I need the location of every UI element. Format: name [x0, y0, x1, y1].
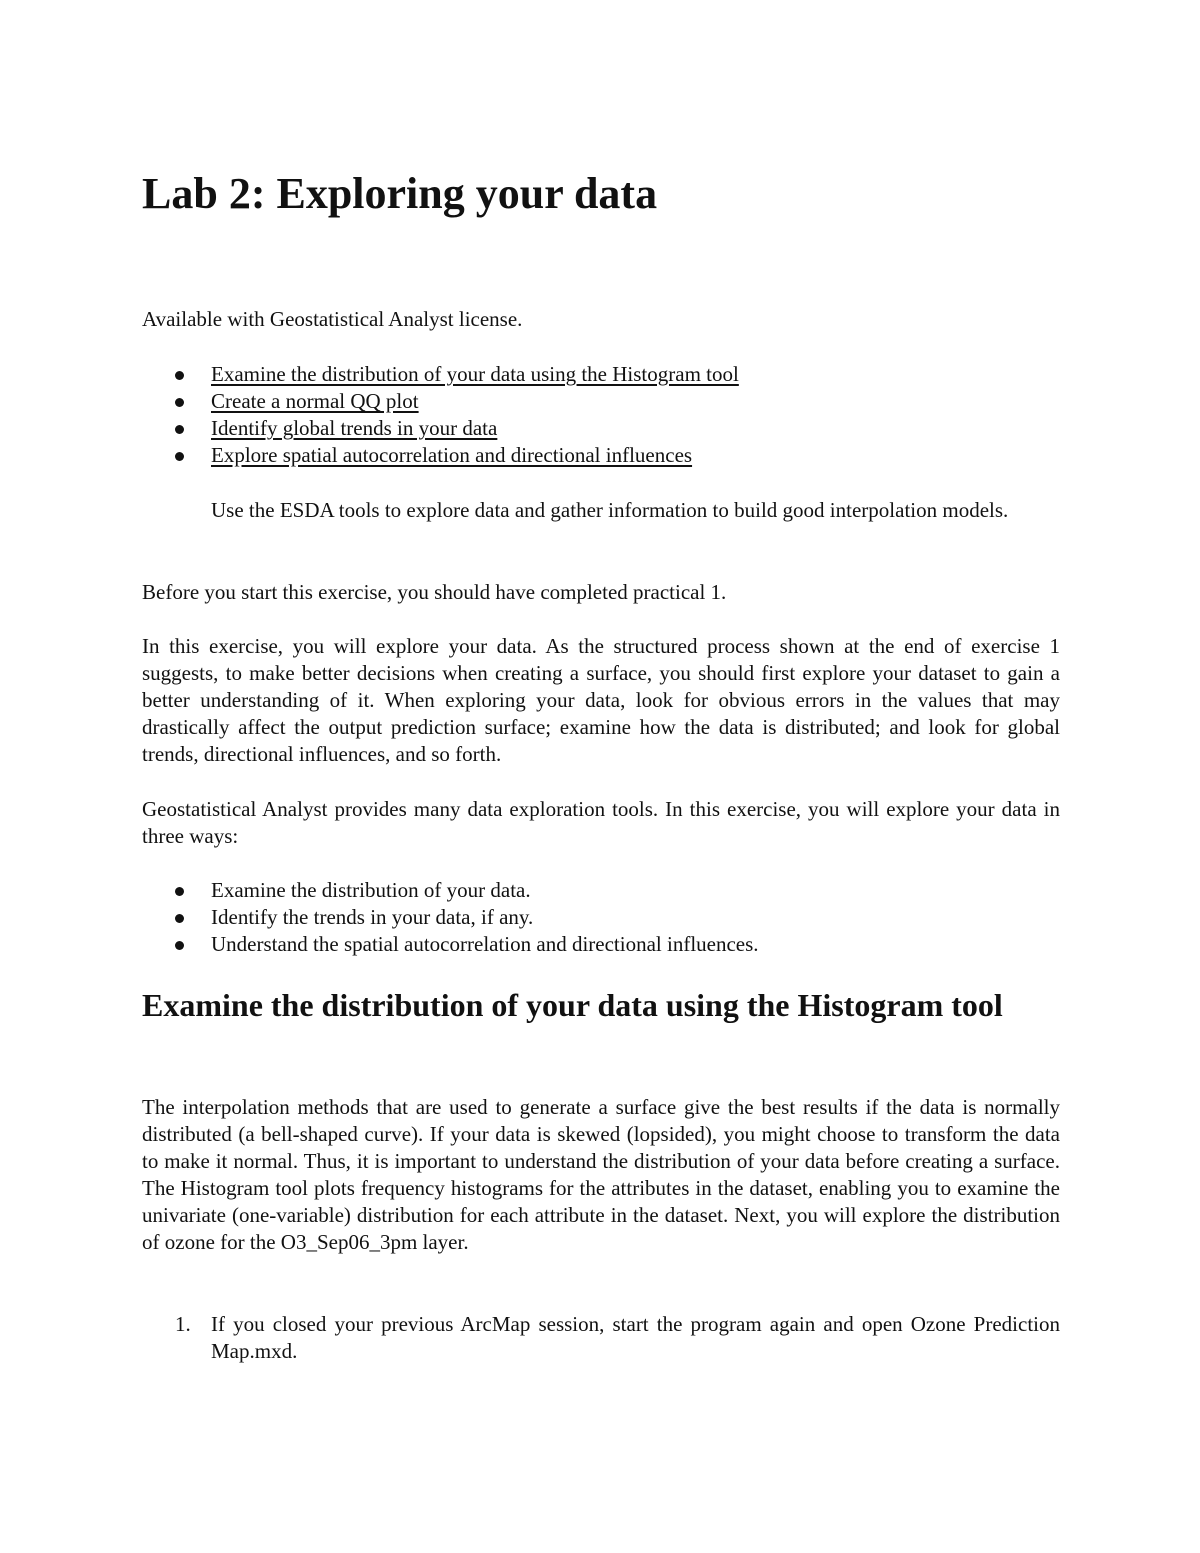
- bullet-icon: [175, 425, 184, 434]
- toc-item[interactable]: [142, 361, 739, 388]
- step-item: [142, 1311, 1060, 1365]
- list-item: [142, 877, 759, 904]
- intro-paragraph: In this exercise, you will explore your data. As the structured process shown at the end of exercise 1 suggests, to make better decisions when creating a surface, you should first explore your dataset to gain a better understanding of it. When exploring your data, look for obvious errors in the values that may drastically affect the output prediction surface; examine how the data is distributed; and look for global trends, directional influences, and so forth.: [142, 634, 1060, 766]
- availability-note: Available with Geostatistical Analyst license.: [142, 307, 523, 331]
- toc-link-global-trends[interactable]: Identify global trends in your data: [211, 416, 498, 440]
- toc-item[interactable]: [142, 415, 739, 442]
- section-body-paragraph: The interpolation methods that are used to generate a surface give the best results if the data is normally distributed (a bell-shaped curve). If your data is skewed (lopsided), you might choose to transform the data to make it normal. Thus, it is important to understand the distribution of your data before creating a surface. The Histogram tool plots frequency histograms for the attributes in the dataset, enabling you to examine the univariate (one-variable) distribution for each attribute in the dataset. Next, you will explore the distribution of ozone for the O3_Sep06_3pm layer.: [142, 1095, 1060, 1254]
- bullet-icon: [175, 452, 184, 461]
- bullet-icon: [175, 914, 184, 923]
- list-item-text: Identify the trends in your data, if any.: [211, 905, 534, 929]
- toc-item[interactable]: [142, 388, 739, 415]
- page-title: Lab 2: Exploring your data: [142, 169, 658, 218]
- toc-link-autocorrelation[interactable]: Explore spatial autocorrelation and directional influences: [211, 443, 693, 467]
- prerequisite-paragraph: Before you start this exercise, you should have completed practical 1.: [142, 580, 727, 604]
- list-item-text: Examine the distribution of your data.: [211, 878, 531, 902]
- step-text: If you closed your previous ArcMap session, start the program again and open Ozone Prediction Map.mxd.: [211, 1312, 1060, 1363]
- bullet-icon: [175, 371, 184, 380]
- ways-list: [142, 877, 759, 958]
- bullet-icon: [175, 398, 184, 407]
- toc-item[interactable]: [142, 442, 739, 469]
- bullet-icon: [175, 941, 184, 950]
- toc-link-histogram[interactable]: Examine the distribution of your data using the Histogram tool: [211, 362, 739, 386]
- list-item-text: Understand the spatial autocorrelation and directional influences.: [211, 932, 759, 956]
- section-heading: Examine the distribution of your data using the Histogram tool: [142, 987, 1003, 1023]
- bullet-icon: [175, 887, 184, 896]
- tools-intro-paragraph: Geostatistical Analyst provides many data exploration tools. In this exercise, you will explore your data in three ways:: [142, 797, 1060, 848]
- step-number: 1.: [175, 1312, 191, 1336]
- esda-note: Use the ESDA tools to explore data and gather information to build good interpolation models.: [211, 498, 1009, 522]
- list-item: [142, 904, 759, 931]
- toc-list: [142, 361, 739, 469]
- list-item: [142, 931, 759, 958]
- toc-link-qq-plot[interactable]: Create a normal QQ plot: [211, 389, 419, 413]
- steps-list: [142, 1311, 1060, 1365]
